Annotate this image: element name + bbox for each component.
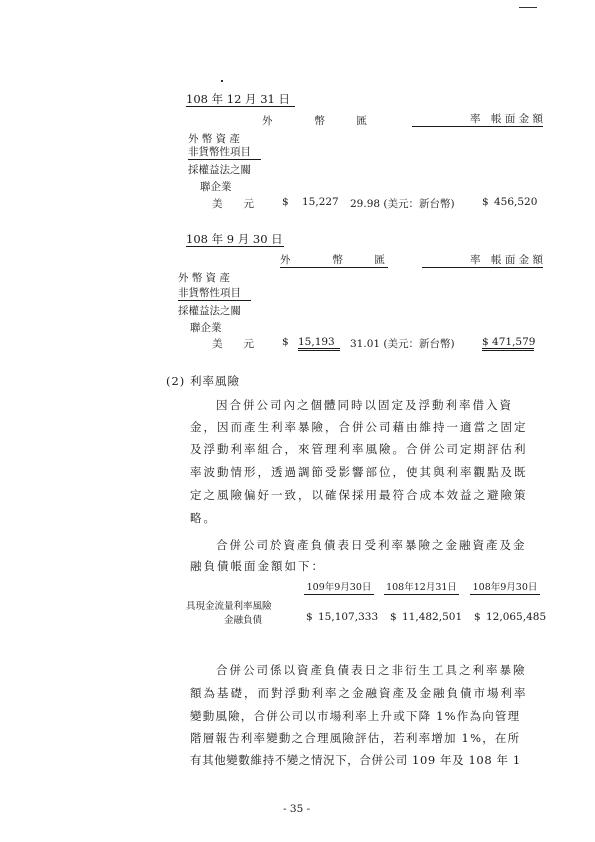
value-prefix: $	[306, 611, 313, 623]
col-header-currency: 外 幣 匯	[262, 115, 367, 127]
col-header-carrying: 率 帳 面 金 額	[422, 254, 543, 268]
currency-label: 美 元	[212, 338, 254, 350]
row-label: 金融負債	[224, 615, 263, 626]
table-date: 108 年 12 月 31 日	[186, 93, 295, 107]
col-header: 109年9月30日	[304, 581, 374, 595]
paragraph-line: 合併公司係以資產負債表日之非衍生工具之利率暴險	[216, 663, 527, 677]
table-date: 108 年 9 月 30 日	[186, 232, 283, 246]
amount-value: 15,193	[298, 336, 340, 351]
col-header: 108年9月30日	[470, 581, 540, 595]
col-header: 108年12月31日	[384, 581, 459, 595]
amount-value: 15,227	[302, 196, 339, 208]
col-header-carrying: 率 帳 面 金 額	[412, 113, 543, 127]
paragraph-line: 金，因而產生利率暴險，合併公司藉由維持一適當之固定	[190, 420, 528, 434]
rate-note: 31.01 (美元：新台幣)	[350, 338, 455, 350]
paragraph-line: 定之風險偏好一致，以確保採用最符合成本效益之避險策	[190, 488, 528, 502]
paragraph-line: 略。	[190, 511, 217, 525]
item-label: 採權益法之關	[178, 305, 241, 317]
paragraph-line: 融負債帳面金額如下：	[190, 559, 325, 573]
item-label: 聯企業	[190, 322, 222, 334]
value-prefix: $	[474, 611, 481, 623]
item-label: 非貨幣性項目	[188, 146, 261, 160]
rate-note: 29.98 (美元：新台幣)	[350, 198, 455, 210]
carrying-prefix: $	[482, 196, 489, 208]
carrying-value: 471,579	[492, 336, 536, 348]
row-label: 具現金流量利率風險	[186, 601, 272, 612]
carrying-prefix: $	[482, 336, 489, 348]
item-label: 非貨幣性項目	[178, 287, 251, 301]
paragraph-line: 變動風險，合併公司以市場利率上升或下降 1%作為向管理	[190, 709, 521, 723]
paragraph-line: 因合併公司內之個體同時以固定及浮動利率借入資	[216, 398, 513, 412]
page-number: - 35 -	[283, 803, 311, 815]
paragraph-line: 額為基礎，而對浮動利率之金融資產及金融負債市場利率	[190, 686, 528, 700]
paragraph-line: 合併公司於資產負債表日受利率暴險之金融資產及金	[216, 538, 527, 552]
section-label: 外 幣 資 產	[178, 272, 231, 284]
item-label: 採權益法之關	[188, 164, 251, 176]
paragraph-line: 階層報告利率變動之合理風險評估，若利率增加 1%，在所	[190, 731, 521, 745]
value-cell: 15,107,333	[318, 611, 379, 623]
currency-label: 美 元	[212, 198, 254, 210]
scan-speck	[221, 80, 223, 82]
col-header-currency: 外 幣 匯	[280, 254, 388, 268]
value-cell: 12,065,485	[486, 611, 547, 623]
paragraph-line: 有其他變數維持不變之情況下，合併公司 109 年及 108 年 1	[190, 753, 521, 767]
paragraph-line: 率波動情形，透過調節受影響部位，使其與利率觀點及既	[190, 465, 528, 479]
value-prefix: $	[390, 611, 397, 623]
amount-prefix: $	[282, 196, 289, 208]
carrying-value-with-prefix	[482, 336, 534, 351]
scan-speck	[519, 7, 537, 8]
amount-prefix: $	[282, 336, 289, 348]
paragraph-line: 及浮動利率組合，來管理利率風險。合併公司定期評估利	[190, 442, 528, 456]
item-label: 聯企業	[200, 181, 232, 193]
carrying-value: 456,520	[494, 196, 538, 208]
section-label: 外 幣 資 產	[188, 133, 241, 145]
value-cell: 11,482,501	[402, 611, 463, 623]
section-heading: (2) 利率風險	[166, 374, 240, 388]
